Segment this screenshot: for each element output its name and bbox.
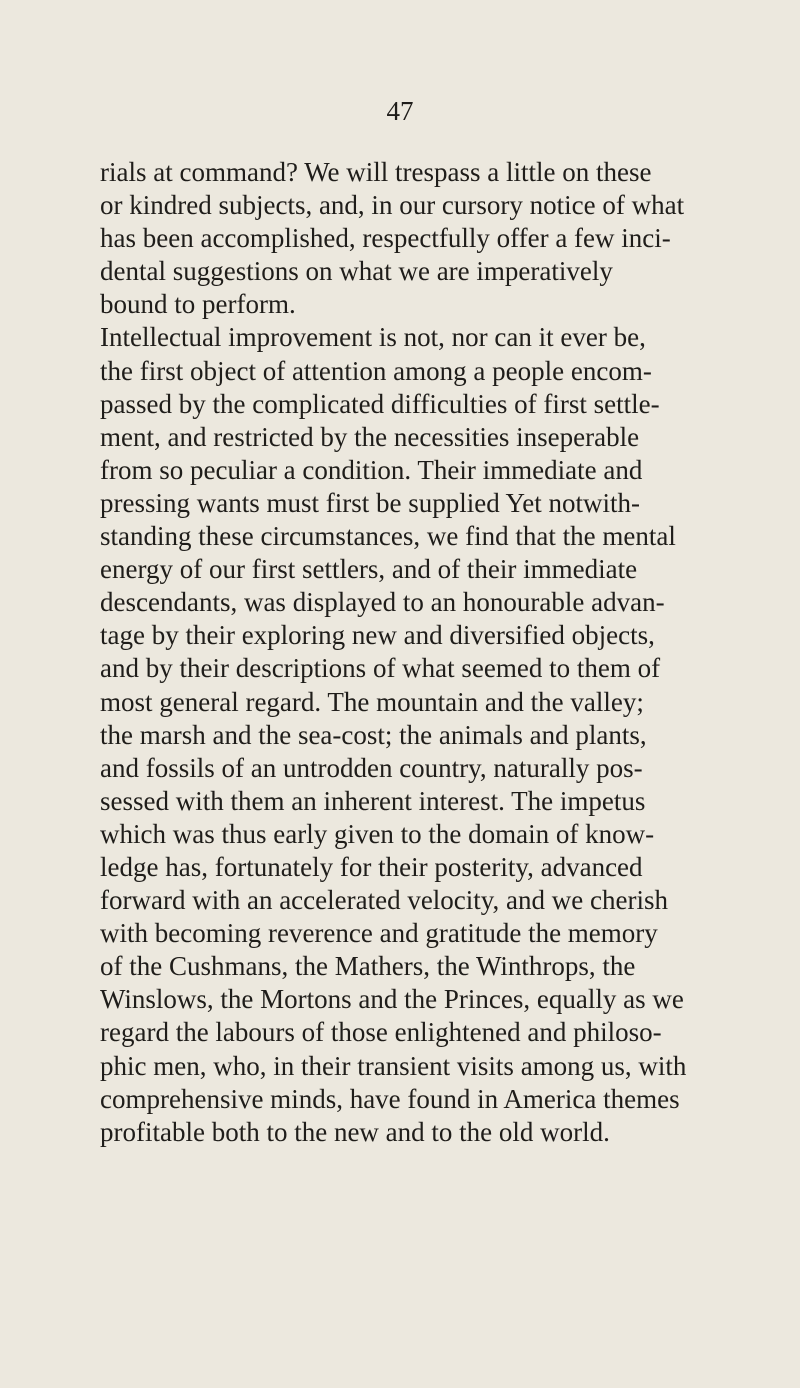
text-line: dental suggestions on what we are imperatively <box>100 256 613 287</box>
text-line: and fossils of an untrodden country, naturally pos- <box>100 752 643 783</box>
text-line: or kindred subjects, and, in our cursory notice of what <box>100 190 685 221</box>
text-line: energy of our first settlers, and of their immediate <box>100 554 638 585</box>
text-line: tage by their exploring new and diversified objects, <box>100 620 655 651</box>
text-line: forward with an accelerated velocity, and we cherish <box>100 885 668 916</box>
text-line: which was thus early given to the domain of know- <box>100 818 655 849</box>
text-line: of the Cushmans, the Mathers, the Winthrops, the <box>100 951 636 982</box>
text-line: and by their descriptions of what seemed to them of <box>100 653 661 684</box>
text-line: pressing wants must first be supplied Yet notwith- <box>100 487 640 518</box>
text-line: the marsh and the sea-cost; the animals and plants, <box>100 719 647 750</box>
text-line: most general regard. The mountain and the valley; <box>100 686 644 717</box>
text-line: Winslows, the Mortons and the Princes, equally as we <box>100 984 684 1015</box>
text-line: bound to perform. <box>100 289 296 320</box>
text-line: ment, and restricted by the necessities inseperable <box>100 421 640 452</box>
text-line: ledge has, fortunately for their posterity, advanced <box>100 851 643 882</box>
text-line: with becoming reverence and gratitude the memory <box>100 918 658 949</box>
text-line: phic men, who, in their transient visits among us, with <box>100 1050 687 1081</box>
text-line: rials at command? We will trespass a little on these <box>100 157 652 187</box>
text-line: sessed with them an inherent interest. The impetus <box>100 785 646 816</box>
text-line: from so peculiar a condition. Their immediate and <box>100 454 643 485</box>
text-line: the first object of attention among a people encom- <box>100 355 652 386</box>
text-line: Intellectual improvement is not, nor can it ever be, <box>100 322 646 353</box>
page-number: 47 <box>386 96 414 126</box>
text-line: regard the labours of those enlightened and philoso- <box>100 1017 662 1048</box>
text-line: standing these circumstances, we find that the mental <box>100 521 676 552</box>
text-line: has been accomplished, respectfully offer a few inci- <box>100 223 671 254</box>
body-text <box>100 156 800 1149</box>
text-line: profitable both to the new and to the old world. <box>100 1116 610 1147</box>
text-line: descendants, was displayed to an honourable advan- <box>100 587 665 618</box>
text-line: comprehensive minds, have found in America themes <box>100 1083 680 1114</box>
text-line: passed by the complicated difficulties of first settle- <box>100 388 660 419</box>
